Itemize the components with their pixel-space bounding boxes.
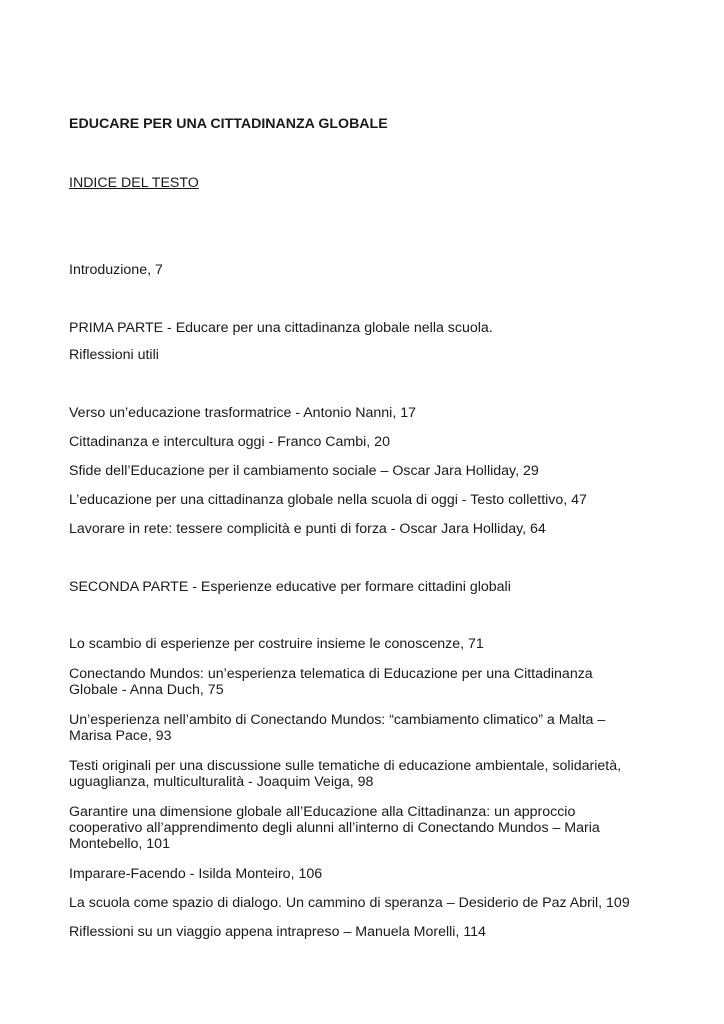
toc-entry: Garantire una dimensione globale all’Educazione alla Cittadinanza: un approccio cooperativo all’apprendimento degli alunni all’interno di Conectando Mundos – Maria Montebello, 101 xyxy=(69,804,600,852)
toc-entry-introduction: Introduzione, 7 xyxy=(69,262,163,278)
toc-entry: La scuola come spazio di dialogo. Un cammino di speranza – Desiderio de Paz Abril, 109 xyxy=(69,895,630,911)
document-title: EDUCARE PER UNA CITTADINANZA GLOBALE xyxy=(69,116,388,132)
table-of-contents-heading: INDICE DEL TESTO xyxy=(69,175,199,191)
toc-entry: Lavorare in rete: tessere complicità e punti di forza - Oscar Jara Holliday, 64 xyxy=(69,521,546,537)
toc-entry: Un’esperienza nell’ambito di Conectando Mundos: “cambiamento climatico” a Malta – Marisa Pace, 93 xyxy=(69,712,606,744)
toc-entry: Sfide dell’Educazione per il cambiamento sociale – Oscar Jara Holliday, 29 xyxy=(69,463,539,479)
toc-entry: Lo scambio di esperienze per costruire insieme le conoscenze, 71 xyxy=(69,636,484,652)
toc-entry: Imparare-Facendo - Isilda Monteiro, 106 xyxy=(69,866,323,882)
toc-entry: Cittadinanza e intercultura oggi - Franco Cambi, 20 xyxy=(69,434,390,450)
part1-heading: PRIMA PARTE - Educare per una cittadinanza globale nella scuola. xyxy=(69,320,493,336)
toc-entry: Verso un’educazione trasformatrice - Antonio Nanni, 17 xyxy=(69,405,417,421)
toc-entry: Riflessioni su un viaggio appena intrapreso – Manuela Morelli, 114 xyxy=(69,924,486,940)
toc-entry: L’educazione per una cittadinanza globale nella scuola di oggi - Testo collettivo, 47 xyxy=(69,492,587,508)
part1-heading-continued: Riflessioni utili xyxy=(69,347,159,363)
toc-entry: Conectando Mundos: un’esperienza telematica di Educazione per una Cittadinanza Globale - Anna Duch, 75 xyxy=(69,666,593,698)
toc-entry: Testi originali per una discussione sulle tematiche di educazione ambientale, solidarietà, uguaglianza, multiculturalità - Joaquim Veiga, 98 xyxy=(69,758,622,790)
part2-heading: SECONDA PARTE - Esperienze educative per formare cittadini globali xyxy=(69,579,511,595)
